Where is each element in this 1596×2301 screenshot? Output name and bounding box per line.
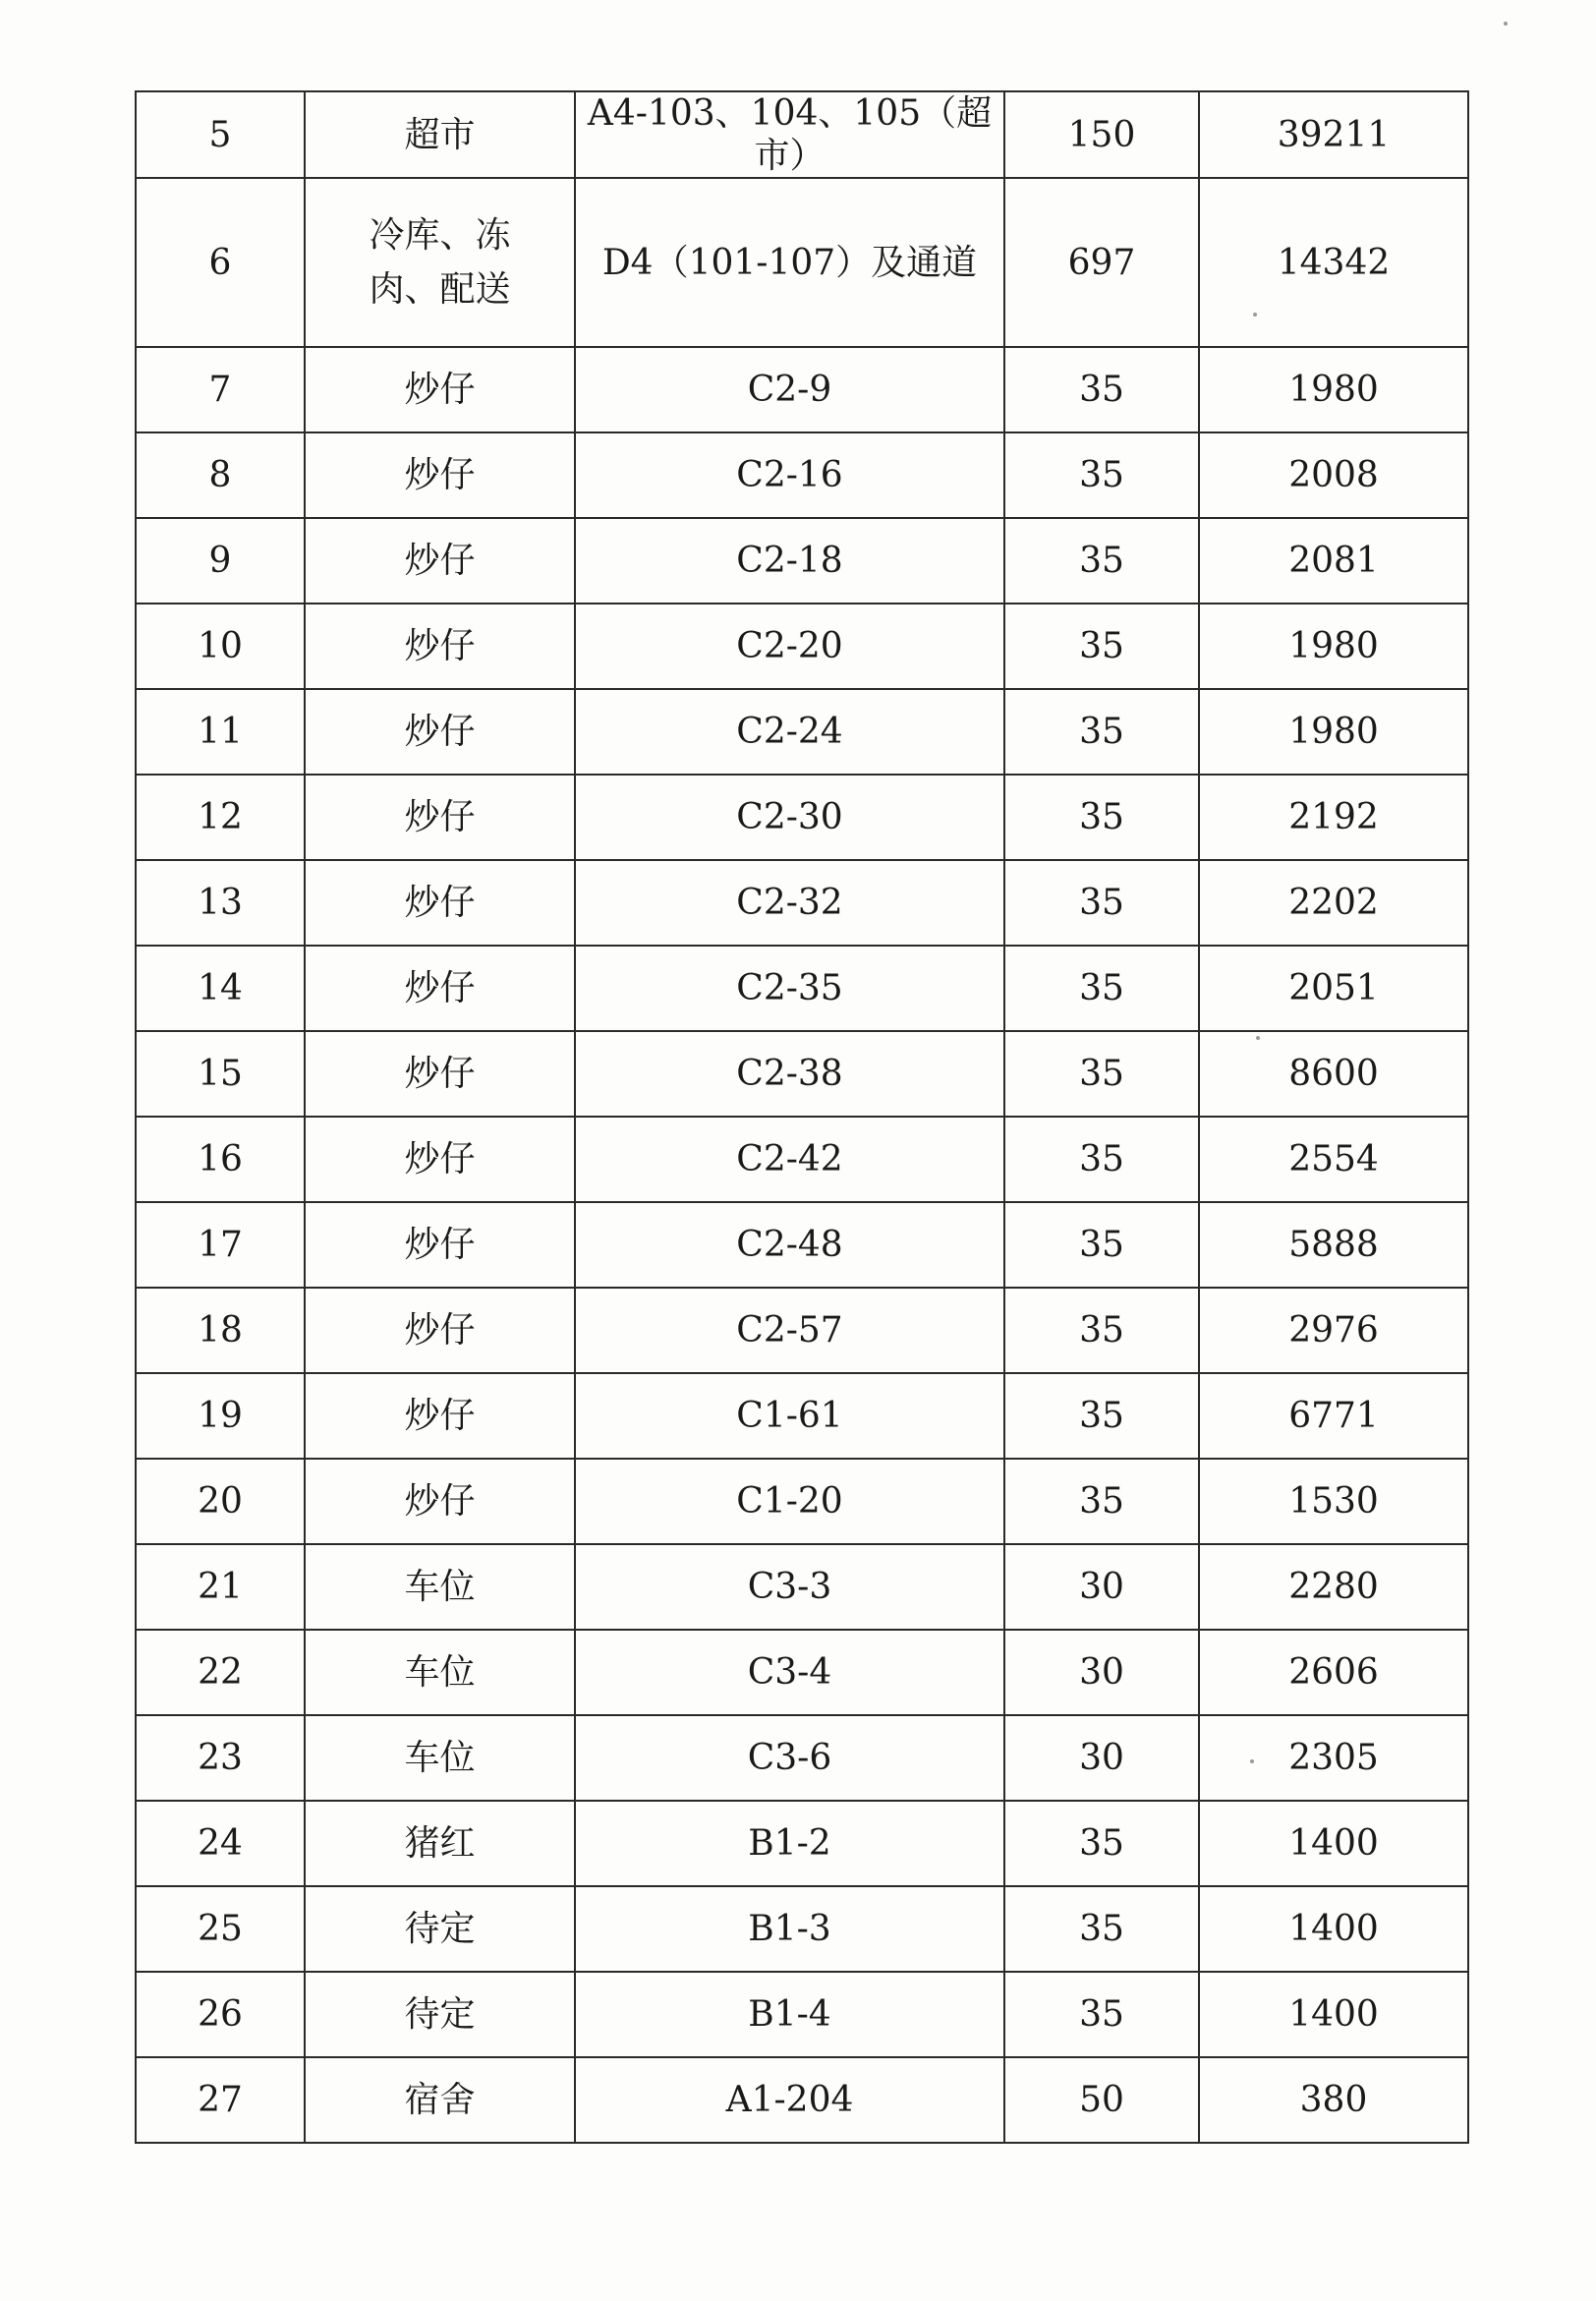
cell-area: 35 bbox=[1004, 1801, 1199, 1886]
cell-amount: 1400 bbox=[1199, 1886, 1468, 1972]
cell-area: 50 bbox=[1004, 2057, 1199, 2143]
cell-use: 炒仔 bbox=[305, 946, 575, 1031]
cell-amount: 2554 bbox=[1199, 1117, 1468, 1202]
cell-use: 炒仔 bbox=[305, 1373, 575, 1459]
cell-number: 23 bbox=[136, 1715, 305, 1801]
cell-number: 17 bbox=[136, 1202, 305, 1288]
cell-amount: 2280 bbox=[1199, 1544, 1468, 1630]
cell-number: 20 bbox=[136, 1459, 305, 1544]
cell-area: 35 bbox=[1004, 1288, 1199, 1373]
cell-use: 炒仔 bbox=[305, 1459, 575, 1544]
cell-use: 炒仔 bbox=[305, 775, 575, 860]
cell-area: 697 bbox=[1004, 178, 1199, 347]
table-row bbox=[136, 604, 1468, 689]
cell-amount: 2202 bbox=[1199, 860, 1468, 946]
cell-location: A1-204 bbox=[575, 2057, 1004, 2143]
cell-amount: 1980 bbox=[1199, 347, 1468, 432]
cell-number: 27 bbox=[136, 2057, 305, 2143]
cell-location: C2-38 bbox=[575, 1031, 1004, 1117]
table-row bbox=[136, 1373, 1468, 1459]
cell-use: 待定 bbox=[305, 1972, 575, 2057]
cell-amount: 2051 bbox=[1199, 946, 1468, 1031]
cell-use bbox=[305, 178, 575, 347]
cell-amount: 380 bbox=[1199, 2057, 1468, 2143]
cell-amount: 2305 bbox=[1199, 1715, 1468, 1801]
cell-amount: 1980 bbox=[1199, 689, 1468, 775]
cell-location: C2-57 bbox=[575, 1288, 1004, 1373]
cell-location: C2-9 bbox=[575, 347, 1004, 432]
cell-use: 炒仔 bbox=[305, 1288, 575, 1373]
cell-number: 24 bbox=[136, 1801, 305, 1886]
table-row bbox=[136, 1801, 1468, 1886]
cell-number: 7 bbox=[136, 347, 305, 432]
table-row bbox=[136, 1715, 1468, 1801]
cell-number: 22 bbox=[136, 1630, 305, 1715]
cell-use: 猪红 bbox=[305, 1801, 575, 1886]
cell-use: 车位 bbox=[305, 1715, 575, 1801]
rental-table bbox=[135, 90, 1469, 2144]
cell-use: 炒仔 bbox=[305, 1202, 575, 1288]
cell-location: C2-24 bbox=[575, 689, 1004, 775]
cell-area: 35 bbox=[1004, 689, 1199, 775]
table-row bbox=[136, 1886, 1468, 1972]
cell-location: D4（101-107）及通道 bbox=[575, 178, 1004, 347]
cell-use: 车位 bbox=[305, 1544, 575, 1630]
cell-area: 35 bbox=[1004, 1459, 1199, 1544]
cell-use: 炒仔 bbox=[305, 1117, 575, 1202]
table-row bbox=[136, 775, 1468, 860]
cell-location: C3-4 bbox=[575, 1630, 1004, 1715]
table-row bbox=[136, 860, 1468, 946]
cell-area: 30 bbox=[1004, 1630, 1199, 1715]
cell-location: C2-30 bbox=[575, 775, 1004, 860]
cell-location: C3-3 bbox=[575, 1544, 1004, 1630]
cell-area: 35 bbox=[1004, 1373, 1199, 1459]
cell-area: 35 bbox=[1004, 1202, 1199, 1288]
scan-speck bbox=[1250, 1759, 1254, 1763]
scan-speck bbox=[1256, 1036, 1260, 1040]
cell-location: B1-2 bbox=[575, 1801, 1004, 1886]
cell-area: 35 bbox=[1004, 860, 1199, 946]
cell-use: 超市 bbox=[305, 91, 575, 178]
cell-amount: 1400 bbox=[1199, 1801, 1468, 1886]
cell-location: C1-61 bbox=[575, 1373, 1004, 1459]
cell-location: C2-48 bbox=[575, 1202, 1004, 1288]
cell-location: A4-103、104、105（超市） bbox=[575, 91, 1004, 178]
table-body bbox=[136, 91, 1468, 2143]
table-row bbox=[136, 689, 1468, 775]
cell-amount: 1400 bbox=[1199, 1972, 1468, 2057]
cell-amount: 5888 bbox=[1199, 1202, 1468, 1288]
cell-location: C2-32 bbox=[575, 860, 1004, 946]
scan-speck bbox=[1504, 22, 1508, 26]
cell-area: 35 bbox=[1004, 1031, 1199, 1117]
cell-use: 待定 bbox=[305, 1886, 575, 1972]
cell-number: 12 bbox=[136, 775, 305, 860]
table-row bbox=[136, 2057, 1468, 2143]
table-row bbox=[136, 1117, 1468, 1202]
cell-use: 炒仔 bbox=[305, 347, 575, 432]
cell-use: 宿舍 bbox=[305, 2057, 575, 2143]
cell-amount: 2008 bbox=[1199, 432, 1468, 518]
cell-amount: 1980 bbox=[1199, 604, 1468, 689]
cell-use: 炒仔 bbox=[305, 689, 575, 775]
cell-number: 16 bbox=[136, 1117, 305, 1202]
scan-speck bbox=[1253, 313, 1257, 316]
cell-number: 14 bbox=[136, 946, 305, 1031]
cell-area: 35 bbox=[1004, 775, 1199, 860]
cell-use: 炒仔 bbox=[305, 432, 575, 518]
table-row bbox=[136, 1544, 1468, 1630]
cell-location: C2-20 bbox=[575, 604, 1004, 689]
cell-amount: 6771 bbox=[1199, 1373, 1468, 1459]
cell-use: 炒仔 bbox=[305, 860, 575, 946]
cell-number: 21 bbox=[136, 1544, 305, 1630]
table-row bbox=[136, 91, 1468, 178]
table-row bbox=[136, 347, 1468, 432]
cell-number: 11 bbox=[136, 689, 305, 775]
cell-location: C2-42 bbox=[575, 1117, 1004, 1202]
cell-area: 35 bbox=[1004, 946, 1199, 1031]
table-row bbox=[136, 946, 1468, 1031]
cell-location: C1-20 bbox=[575, 1459, 1004, 1544]
cell-amount: 1530 bbox=[1199, 1459, 1468, 1544]
cell-area: 30 bbox=[1004, 1715, 1199, 1801]
cell-area: 35 bbox=[1004, 347, 1199, 432]
table-row bbox=[136, 1972, 1468, 2057]
cell-number: 26 bbox=[136, 1972, 305, 2057]
cell-location: B1-3 bbox=[575, 1886, 1004, 1972]
cell-use: 车位 bbox=[305, 1630, 575, 1715]
cell-number: 9 bbox=[136, 518, 305, 604]
table-row bbox=[136, 1288, 1468, 1373]
cell-number: 6 bbox=[136, 178, 305, 347]
cell-amount: 14342 bbox=[1199, 178, 1468, 347]
table-row bbox=[136, 518, 1468, 604]
cell-location: C2-16 bbox=[575, 432, 1004, 518]
cell-number: 13 bbox=[136, 860, 305, 946]
cell-use: 炒仔 bbox=[305, 1031, 575, 1117]
cell-area: 35 bbox=[1004, 1117, 1199, 1202]
cell-use-text: 冷库、冻肉、配送 bbox=[369, 214, 511, 311]
cell-area: 35 bbox=[1004, 432, 1199, 518]
table-row bbox=[136, 1630, 1468, 1715]
cell-number: 15 bbox=[136, 1031, 305, 1117]
cell-number: 18 bbox=[136, 1288, 305, 1373]
cell-amount: 2081 bbox=[1199, 518, 1468, 604]
cell-location: C2-35 bbox=[575, 946, 1004, 1031]
cell-use: 炒仔 bbox=[305, 604, 575, 689]
cell-area: 35 bbox=[1004, 604, 1199, 689]
cell-area: 35 bbox=[1004, 1886, 1199, 1972]
cell-location: C2-18 bbox=[575, 518, 1004, 604]
cell-amount: 8600 bbox=[1199, 1031, 1468, 1117]
cell-amount: 39211 bbox=[1199, 91, 1468, 178]
cell-area: 30 bbox=[1004, 1544, 1199, 1630]
table-row bbox=[136, 432, 1468, 518]
cell-amount: 2606 bbox=[1199, 1630, 1468, 1715]
cell-area: 35 bbox=[1004, 1972, 1199, 2057]
cell-number: 10 bbox=[136, 604, 305, 689]
cell-area: 150 bbox=[1004, 91, 1199, 178]
table-row bbox=[136, 178, 1468, 347]
cell-amount: 2976 bbox=[1199, 1288, 1468, 1373]
cell-number: 25 bbox=[136, 1886, 305, 1972]
cell-number: 5 bbox=[136, 91, 305, 178]
cell-use: 炒仔 bbox=[305, 518, 575, 604]
cell-number: 19 bbox=[136, 1373, 305, 1459]
cell-location: C3-6 bbox=[575, 1715, 1004, 1801]
cell-location: B1-4 bbox=[575, 1972, 1004, 2057]
cell-amount: 2192 bbox=[1199, 775, 1468, 860]
table-row bbox=[136, 1459, 1468, 1544]
table-row bbox=[136, 1031, 1468, 1117]
table-row bbox=[136, 1202, 1468, 1288]
cell-number: 8 bbox=[136, 432, 305, 518]
cell-area: 35 bbox=[1004, 518, 1199, 604]
